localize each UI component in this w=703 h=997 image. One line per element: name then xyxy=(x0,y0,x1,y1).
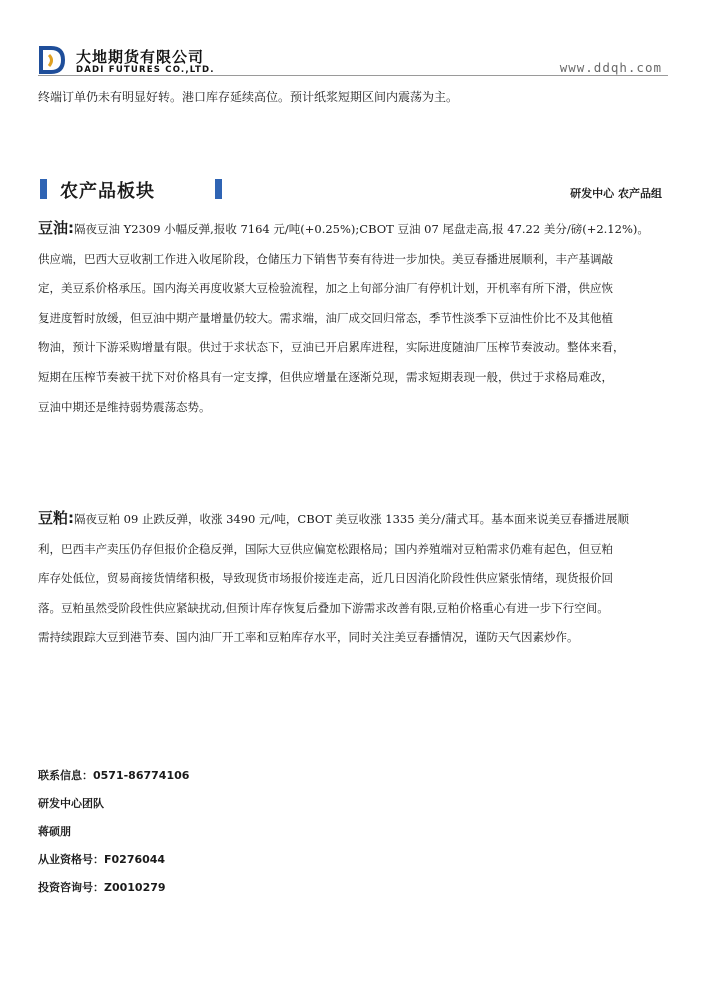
soy-oil-paragraph xyxy=(38,214,664,422)
section-header xyxy=(38,177,668,201)
soy-oil-line: 短期在压榨节奏被干扰下对价格具有一定支撑，但供应增量在逐渐兑现，需求短期表现一般，供过于求格局难改， xyxy=(38,369,613,384)
company-name-en: DADI FUTURES CO.,LTD. xyxy=(76,65,215,75)
soy-meal-line: 库存处低位，贸易商接货情绪积极，导致现货市场报价接连走高，近几日因消化阶段性供应紧张情绪，现货报价回 xyxy=(38,571,613,586)
soy-meal-paragraph xyxy=(38,504,664,653)
soy-oil-line: 豆油中期还是维持弱势震荡态势。 xyxy=(38,399,211,414)
contact-consulting: 投资咨询号：Z0010279 xyxy=(38,881,166,894)
soy-oil-line: 定，美豆系价格承压。国内海关再度收紧大豆检验流程，加之上旬部分油厂有停机计划，开机率有所下滑，供应恢 xyxy=(38,281,613,296)
soy-oil-text: 隔夜豆油 Y2309 小幅反弹,报收 7164 元/吨(+0.25%);CBOT 豆油 07 尾盘走高,报 47.22 美分/磅(+2.12%)。 xyxy=(74,222,649,236)
soy-meal-line: 需持续跟踪大豆到港节奏、国内油厂开工率和豆粕库存水平，同时关注美豆春播情况，谨防天气因素炒作。 xyxy=(38,630,579,645)
contact-team: 研发中心团队 xyxy=(38,797,104,810)
soy-oil-line: 复进度暂时放缓，但豆油中期产量增量仍较大。需求端，油厂成交回归常态，季节性淡季下豆油性价比不及其他植 xyxy=(38,310,613,325)
section-bar-left xyxy=(40,179,47,199)
soy-oil-line-1 xyxy=(38,214,664,245)
soy-meal-line-1 xyxy=(38,504,664,535)
website-url[interactable]: www.ddqh.com xyxy=(559,60,662,75)
contact-info: 联系信息：0571-86774106 xyxy=(38,769,190,782)
section-department: 研发中心 农产品组 xyxy=(570,187,662,200)
soy-meal-text: 隔夜豆粕 09 止跌反弹，收涨 3490 元/吨，CBOT 美豆收涨 1335 美分/蒲式耳。基本面来说美豆春播进展顺 xyxy=(74,512,630,526)
soy-meal-term: 豆粕: xyxy=(38,509,74,527)
soy-oil-line: 物油，预计下游采购增量有限。供过于求状态下，豆油已开启累库进程，实际进度随油厂压榨节奏波动。整体来看， xyxy=(38,340,625,355)
soy-meal-line: 利，巴西丰产卖压仍存但报价企稳反弹，国际大豆供应偏宽松跟格局；国内养殖端对豆粕需求仍难有起色，但豆粕 xyxy=(38,541,613,556)
contact-qualification: 从业资格号：F0276044 xyxy=(38,853,166,866)
company-logo-icon xyxy=(38,46,68,74)
page-header xyxy=(38,40,668,76)
intro-line: 终端订单仍未有明显好转。港口库存延续高位。预计纸浆短期区间内震荡为主。 xyxy=(38,90,459,104)
soy-oil-term: 豆油: xyxy=(38,219,74,237)
section-bar-right xyxy=(215,179,222,199)
contact-name: 蒋硕朋 xyxy=(38,825,71,838)
header-divider xyxy=(38,75,668,76)
soy-meal-line: 落。豆粕虽然受阶段性供应紧缺扰动,但预计库存恢复后叠加下游需求改善有限,豆粕价格重心有进一步下行空间。 xyxy=(38,600,609,615)
company-name-cn: 大地期货有限公司 xyxy=(76,48,205,66)
section-title: 农产品板块 xyxy=(60,181,155,202)
soy-oil-line: 供应端，巴西大豆收割工作进入收尾阶段，仓储压力下销售节奏有待进一步加快。美豆春播进展顺利，丰产基调敲 xyxy=(38,251,613,266)
